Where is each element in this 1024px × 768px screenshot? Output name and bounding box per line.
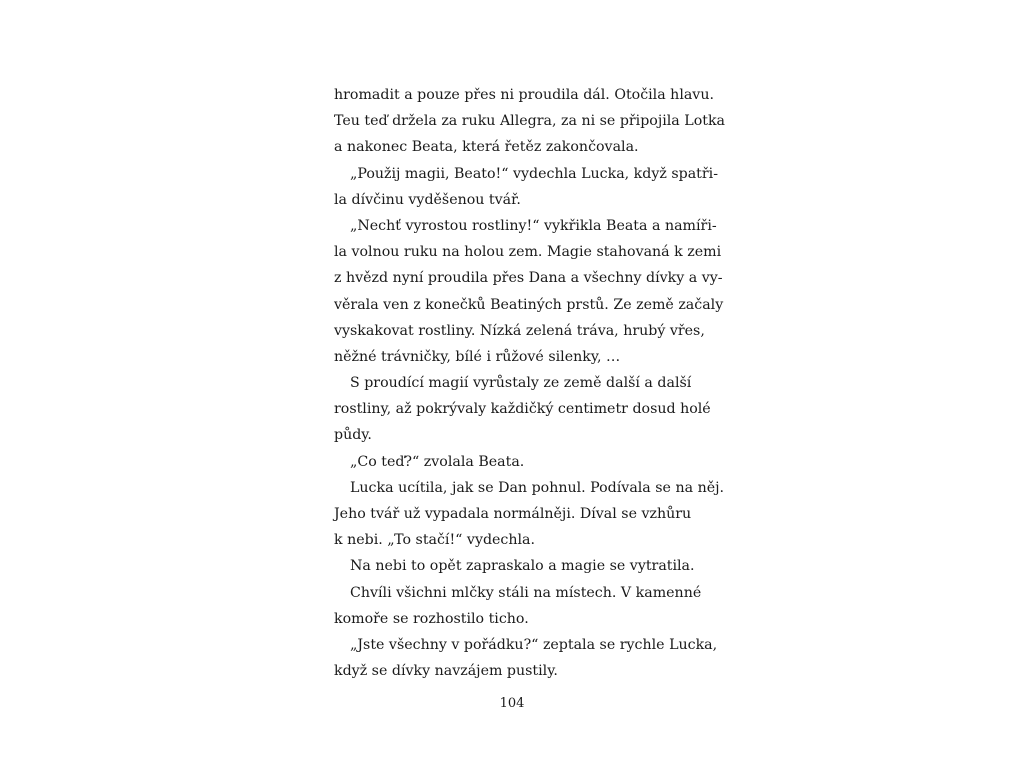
text-line: la dívčinu vyděšenou tvář. [334,191,521,208]
body-text [334,82,726,684]
text-line: Chvíli všichni mlčky stáli na místech. V kamenné [350,584,702,601]
page-number: 104 [499,696,525,711]
text-line: a nakonec Beata, která řetěz zakončovala. [334,139,639,156]
text-line: „Jste všechny v pořádku?“ zeptala se rychle Lucka, [350,636,718,653]
text-line: Teu teď držela za ruku Allegra, za ni se připojila Lotka [334,113,726,130]
text-line: k nebi. „To stačí!“ vydechla. [334,532,536,549]
text-line: „Nechť vyrostou rostliny!“ vykřikla Beata a namíři- [350,217,717,234]
text-line: Na nebi to opět zapraskalo a magie se vytratila. [350,558,695,575]
text-line: Lucka ucítila, jak se Dan pohnul. Podívala se na něj. [350,479,725,496]
text-line: la volnou ruku na holou zem. Magie stahovaná k zemi [334,244,722,261]
text-line: z hvězd nyní proudila přes Dana a všechny dívky a vy- [334,270,723,287]
text-line: Jeho tvář už vypadala normálněji. Díval se vzhůru [334,506,692,522]
text-line: komoře se rozhostilo ticho. [334,610,529,627]
text-line: S proudící magií vyrůstaly ze země další a další [350,375,692,392]
text-line: vyskakovat rostliny. Nízká zelená tráva, hrubý vřes, [334,322,705,339]
text-line: věrala ven z konečků Beatiných prstů. Ze země začaly [334,296,724,313]
text-line: něžné trávničky, bílé i růžové silenky, … [334,348,621,365]
text-line: půdy. [334,427,372,444]
text-line: „Použij magii, Beato!“ vydechla Lucka, když spatři- [350,165,718,182]
text-line: hromadit a pouze přes ni proudila dál. Otočila hlavu. [334,87,714,103]
text-line: rostliny, až pokrývaly každičký centimetr dosud holé [334,401,711,418]
text-line: „Co teď?“ zvolala Beata. [350,453,525,470]
text-line: když se dívky navzájem pustily. [334,663,558,680]
